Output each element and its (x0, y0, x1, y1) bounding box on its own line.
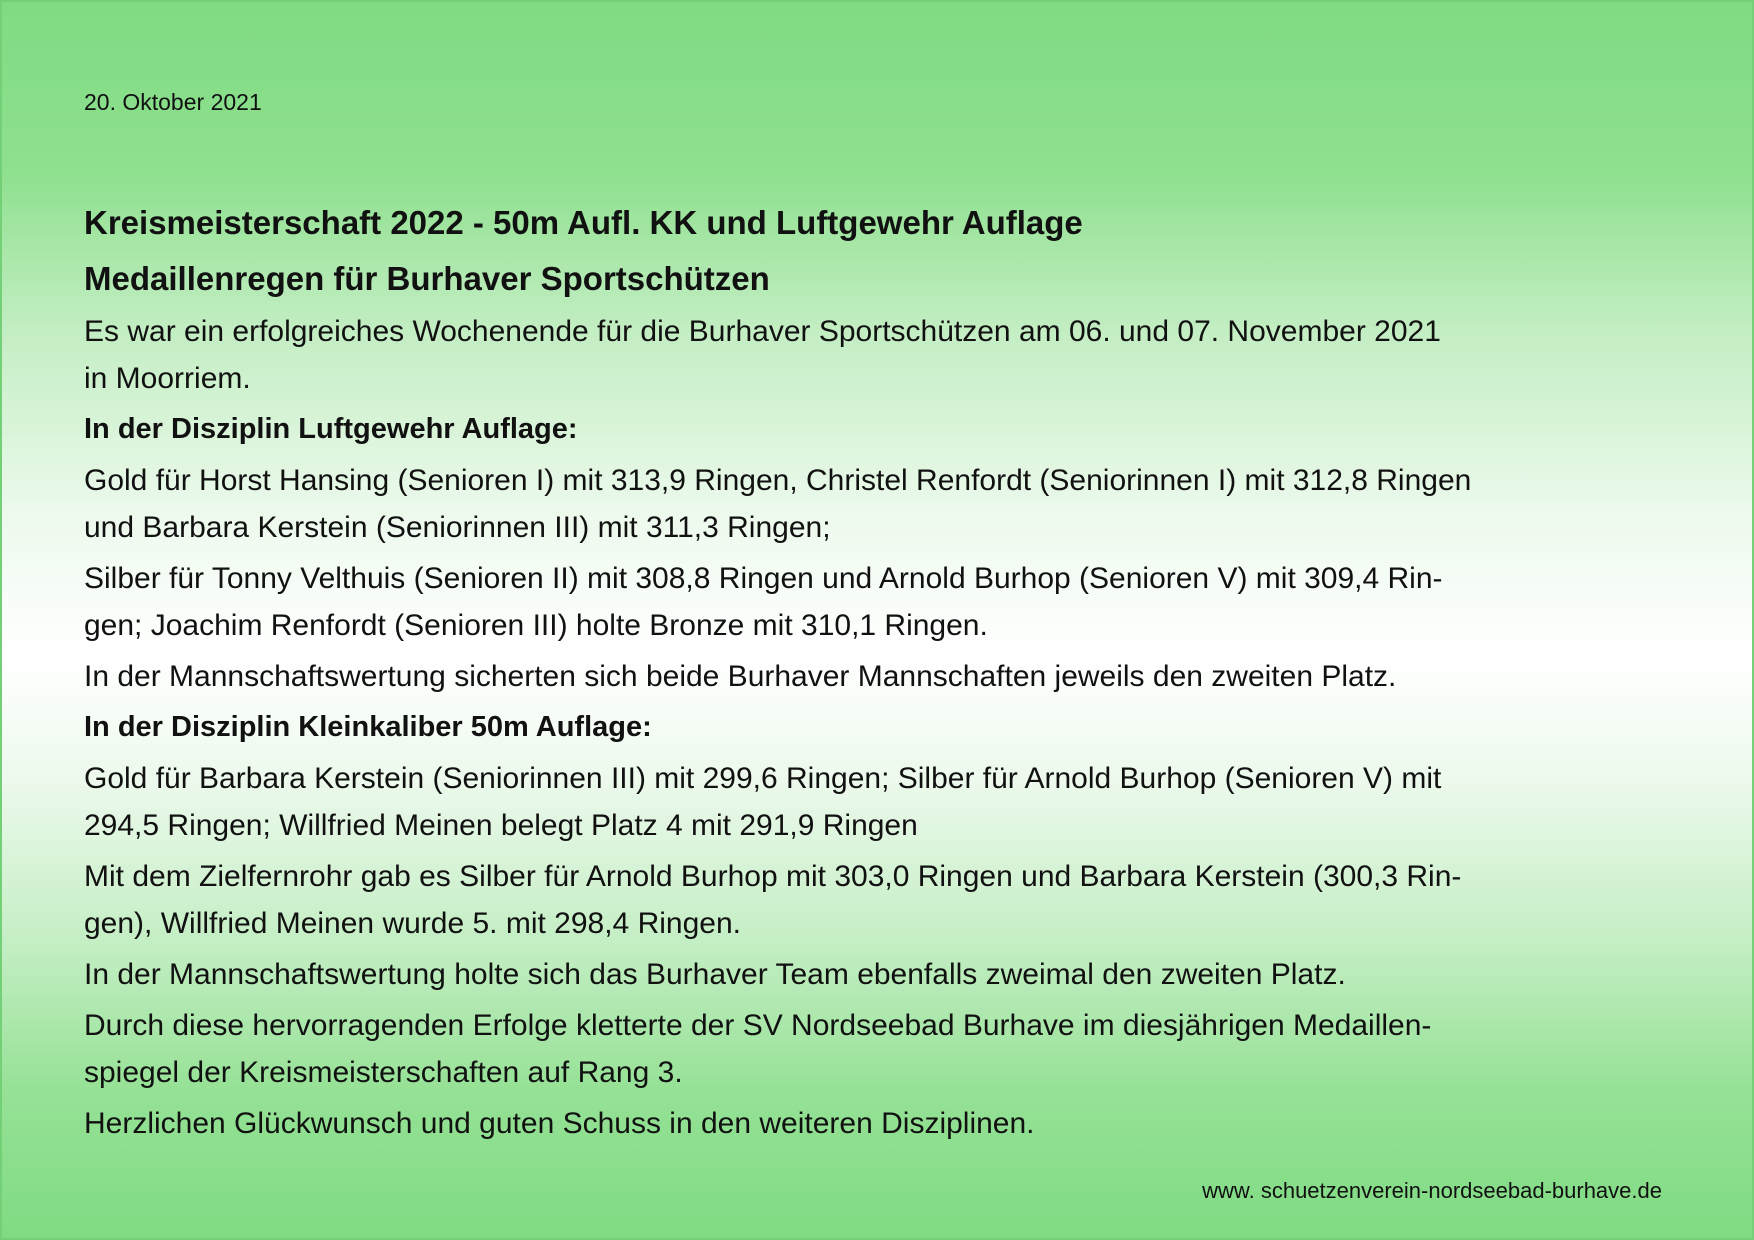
website-url[interactable]: www. schuetzenverein-nordseebad-burhave.de (1202, 1178, 1662, 1203)
text-line: In der Mannschaftswertung holte sich das Burhaver Team ebenfalls zweimal den zweiten Platz. (84, 958, 1346, 991)
kleinkaliber-gold-paragraph (84, 755, 1684, 849)
date: 20. Oktober 2021 (84, 89, 262, 115)
luftgewehr-gold-paragraph (84, 457, 1684, 551)
text-line: Gold für Horst Hansing (Senioren I) mit 313,9 Ringen, Christel Renfordt (Seniorinnen I) mit 312,8 Ringen (84, 464, 1472, 497)
text-line: spiegel der Kreismeisterschaften auf Rang 3. (84, 1056, 683, 1089)
text-line: Mit dem Zielfernrohr gab es Silber für Arnold Burhop mit 303,0 Ringen und Barbara Kerstein (300,3 Rin- (84, 860, 1462, 893)
text-line: und Barbara Kerstein (Seniorinnen III) mit 311,3 Ringen; (84, 511, 831, 544)
text-line: Durch diese hervorragenden Erfolge kletterte der SV Nordseebad Burhave im diesjährigen Medaillen- (84, 1009, 1432, 1042)
text-line: Silber für Tonny Velthuis (Senioren II) mit 308,8 Ringen und Arnold Burhop (Senioren V) mit 309,4 Rin- (84, 562, 1443, 595)
text-line: Herzlichen Glückwunsch und guten Schuss in den weiteren Disziplinen. (84, 1107, 1035, 1140)
article (84, 198, 1684, 1147)
luftgewehr-team-paragraph (84, 653, 1684, 700)
section-heading-kleinkaliber: In der Disziplin Kleinkaliber 50m Auflage: (84, 711, 652, 743)
article-subtitle: Medaillenregen für Burhaver Sportschützen (84, 260, 770, 297)
text-line: gen; Joachim Renfordt (Senioren III) holte Bronze mit 310,1 Ringen. (84, 609, 988, 642)
closing-paragraph (84, 1002, 1684, 1096)
text-line: in Moorriem. (84, 362, 251, 395)
article-title: Kreismeisterschaft 2022 - 50m Aufl. KK und Luftgewehr Auflage (84, 204, 1083, 241)
text-line: gen), Willfried Meinen wurde 5. mit 298,4 Ringen. (84, 907, 741, 940)
section-heading-luftgewehr: In der Disziplin Luftgewehr Auflage: (84, 413, 578, 445)
luftgewehr-silver-paragraph (84, 555, 1684, 649)
text-line: Gold für Barbara Kerstein (Seniorinnen III) mit 299,6 Ringen; Silber für Arnold Burhop (Senioren V) mit (84, 762, 1442, 795)
text-line: 294,5 Ringen; Willfried Meinen belegt Platz 4 mit 291,9 Ringen (84, 809, 918, 842)
congrats-paragraph (84, 1100, 1684, 1147)
kleinkaliber-team-paragraph (84, 951, 1684, 998)
kleinkaliber-scope-paragraph (84, 853, 1684, 947)
intro-paragraph (84, 308, 1684, 402)
text-line: In der Mannschaftswertung sicherten sich beide Burhaver Mannschaften jeweils den zweiten Platz. (84, 660, 1397, 693)
text-line: Es war ein erfolgreiches Wochenende für die Burhaver Sportschützen am 06. und 07. November 2021 (84, 315, 1441, 348)
